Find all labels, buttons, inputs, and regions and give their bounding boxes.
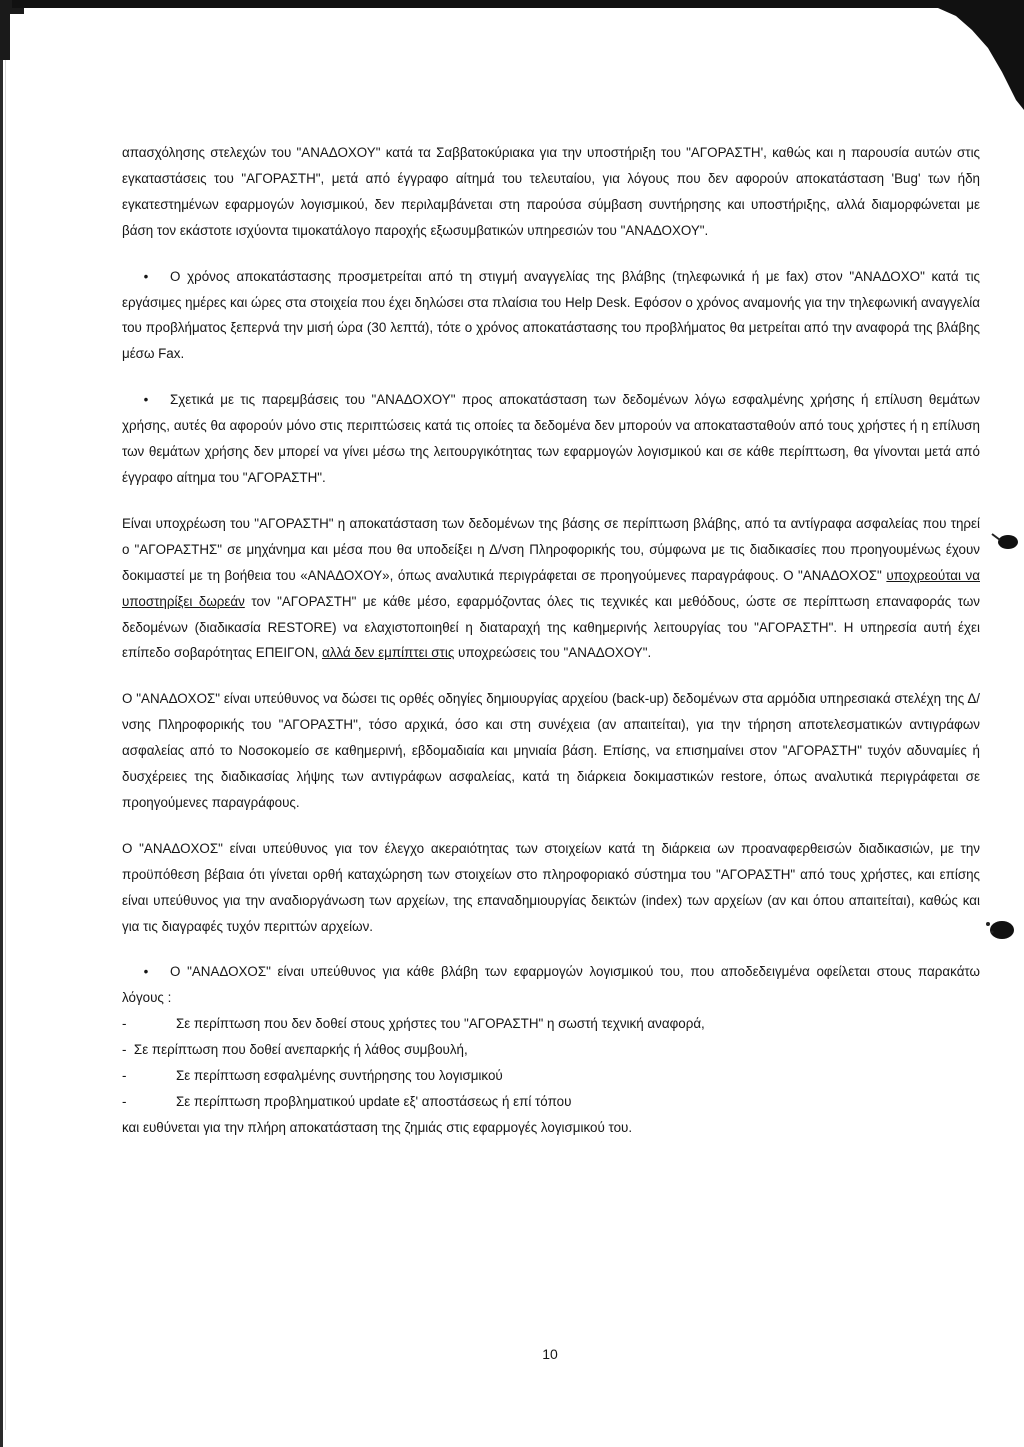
list-marker: -	[122, 1042, 131, 1058]
paragraph-closing: και ευθύνεται για την πλήρη αποκατάσταση της ζημιάς στις εφαρμογές λογισμικού του.	[122, 1119, 633, 1135]
underlined-not-obligation-text: αλλά δεν εμπίπτει στις	[321, 645, 455, 661]
scan-folded-corner	[904, 0, 1024, 110]
list-item	[122, 1063, 980, 1089]
paragraph-restoration-time: • Ο χρόνος αποκατάστασης προσμετρείται από τη στιγμή αναγγελίας της βλάβης (τηλεφωνικά ή με fax) στον "ΑΝΑΔΟΧΟ" κατά τις εργάσιμες ημέρες και ώρες στα στοιχεία που έχει δηλώσει στα πλαίσια του Help Desk. Εφόσον ο χρόνος αναμονής για την τηλεφωνική αναγγελία του προβλήματος ξεπερνά την μισή ώρα (30 λεπτά), τότε ο χρόνος αποκατάστασης του προβλήματος θα μετρείται από την αναφορά της βλάβης μέσω Fax.	[122, 264, 980, 368]
buyer-obligation-text-end: υποχρεώσεις του "ΑΝΑΔΟΧΟΥ".	[458, 645, 652, 661]
document-page	[122, 140, 980, 1141]
ink-blot-mark	[988, 522, 1024, 558]
list-marker: -	[122, 1094, 127, 1109]
scan-edge-line	[5, 30, 6, 1430]
list-item	[122, 1011, 980, 1037]
scan-top-edge	[0, 0, 1024, 8]
buyer-obligation-text-cont: τον "ΑΓΟΡΑΣΤΗ" με κάθε μέσο, εφαρμόζοντας όλες τις τεχνικές και μεθόδους, ώστε σε περίπτωση επαναφοράς των δεδομένων (διαδικασία RESTORE) να ελαχιστοποιηθεί η διαταραχή της καθημερινής λειτουργίας του "ΑΓΟΡΑΣΤΗ". Η υπηρεσία αυτή έχει επίπεδο σοβαρότητας ΕΠΕΙΓΟΝ,	[122, 593, 980, 661]
paragraph-overtime-support: απασχόλησης στελεχών του "ΑΝΑΔΟΧΟΥ" κατά τα Σαββατοκύριακα για την υποστήριξη του "ΑΓΟΡΑΣΤΗ', καθώς και η παρουσία αυτών στις εγκαταστάσεις του "ΑΓΟΡΑΣΤΗ", μετά από έγγραφο αίτημά του τελευταίου, για λόγους που δεν αφορούν αποκατάσταση 'Bug' των ήδη εγκατεστημένων εφαρμογών λογισμικού, δεν περιλαμβάνεται στη παρούσα σύμβαση συντήρησης και υποστήριξης, αλλά διαμορφώνεται με βάση τον εκάστοτε ισχύοντα τιμοκατάλογο παροχής εξωσυμβατικών υπηρεσιών του "ΑΝΑΔΟΧΟΥ".	[122, 145, 980, 238]
list-item	[122, 1037, 980, 1063]
list-item-text: Σε περίπτωση εσφαλμένης συντήρησης του λογισμικού	[175, 1068, 503, 1084]
paragraph-data-restoration: • Σχετικά με τις παρεμβάσεις του "ΑΝΑΔΟΧΟΥ" προς αποκατάσταση των δεδομένων λόγω εσφαλμένης χρήσης ή επίλυση θεμάτων χρήσης, αυτές θα αφορούν μόνο στις περιπτώσεις κατά τις οποίες τα δεδομένα δεν μπορούν να αποκατασταθούν από τους χρήστες ή η επίλυση των θεμάτων χρήσης δεν μπορεί να γίνει μέσω της λειτουργικότητας των εφαρμογών λογισμικού και σε κάθε περίπτωση, θα γίνονται μετά από έγγραφο αίτημα του "ΑΓΟΡΑΣΤΗ".	[122, 387, 980, 491]
underlined-free-support-text: υποχρεούται να υποστηρίξει δωρεάν	[122, 567, 980, 609]
ink-blot-mark	[980, 908, 1020, 948]
buyer-obligation-text: Είναι υποχρέωση του "ΑΓΟΡΑΣΤΗ" η αποκατάσταση των δεδομένων της βάσης σε περίπτωση βλάβης, από τα αντίγραφα ασφαλείας που τηρεί ο "ΑΓΟΡΑΣΤΗΣ" σε μηχάνημα και μέσα που θα υποδείξει η Δ/νση Πληροφορικής του, σύμφωνα με τις διαδικασίες που προηγουμένως έχουν δοκιμαστεί με τη βοήθεια του «ΑΝΑΔΟΧΟΥ», όπως αναλυτικά περιγράφεται σε προηγούμενες παραγράφους. Ο "ΑΝΑΔΟΧΟΣ"	[122, 515, 980, 583]
list-marker: -	[122, 1016, 127, 1032]
scan-left-edge	[0, 0, 3, 1447]
list-marker: -	[122, 1068, 127, 1084]
list-item-text: Σε περίπτωση που δοθεί ανεπαρκής ή λάθος συμβουλή,	[133, 1042, 468, 1058]
list-item-text: Σε περίπτωση που δεν δοθεί στους χρήστες του "ΑΓΟΡΑΣΤΗ" η σωστή τεχνική αναφορά,	[175, 1016, 705, 1032]
page-number: 10	[542, 1346, 558, 1362]
list-item-text: Σε περίπτωση προβληματικού update εξ' αποστάσεως ή επί τόπου	[175, 1094, 572, 1109]
paragraph-backup-instructions: Ο "ΑΝΑΔΟΧΟΣ" είναι υπεύθυνος να δώσει τις ορθές οδηγίες δημιουργίας αρχείου (back-up) δεδομένων στα αρμόδια υπηρεσιακά στελέχη της Δ/νσης Πληροφορικής του "ΑΓΟΡΑΣΤΗ", τόσο αρχικά, όσο και στη συνέχεια (αν απαιτείται), για την τήρηση αποτελεσματικών αντιγράφων ασφαλείας από το Νοσοκομείο σε καθημερινή, εβδομαδιαία και μηνιαία βάση. Επίσης, να επισημαίνει στον "ΑΓΟΡΑΣΤΗ" τυχόν αδυναμίες ή δυσχέρειες της διαδικασίας λήψης των αντιγράφων ασφαλείας, κατά τη διάρκεια δοκιμαστικών restore, όπως αναλυτικά περιγράφεται σε προηγούμενες παραγράφους.	[122, 691, 980, 810]
list-item	[122, 1089, 980, 1115]
paragraph-buyer-obligation	[122, 511, 980, 666]
scan-corner-mark	[0, 0, 40, 60]
liability-list	[122, 1011, 980, 1115]
paragraph-integrity-check: Ο "ΑΝΑΔΟΧΟΣ" είναι υπεύθυνος για τον έλεγχο ακεραιότητας των στοιχείων κατά τη διάρκεια ων προαναφερθεισών διαδικασιών, με την προϋπόθεση βέβαια ότι γίνεται ορθή καταχώρηση των στοιχείων στο πληροφοριακό σύστημα του "ΑΓΟΡΑΣΤΗ" από τους χρήστες, και επίσης είναι υπεύθυνος για την αναδιοργάνωση των αρχείων, της επαναδημιουργίας δεικτών (index) των αρχείων (αν και όπου απαιτείται), καθώς και για τις διαγραφές τυχόν περιττών αρχείων.	[122, 840, 980, 934]
paragraph-liability: • Ο "ΑΝΑΔΟΧΟΣ" είναι υπεύθυνος για κάθε βλάβη των εφαρμογών λογισμικού του, που αποδεδειγμένα οφείλεται στους παρακάτω λόγους :	[122, 959, 980, 1011]
